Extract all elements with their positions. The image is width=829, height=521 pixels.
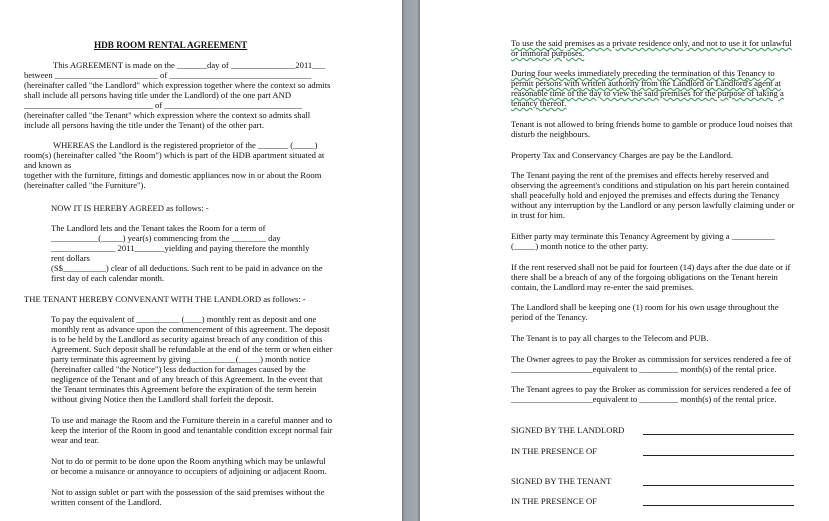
viewing-clause-line: reasonable time of the day to view the said premises for the purpose of taking a [511,88,784,98]
reentry-clause-line: there shall be a breach of any of the forgoing obligations on the Tenant herein [511,272,778,282]
landlord-signature-line [643,434,794,435]
deposit-clause-line: party terminate this agreement by giving __________(_____) month notice [51,354,311,364]
tenant-commission-line: ___________________equivalent to _________ month(s) of the rental price. [511,394,777,404]
use-clause-line: To use and manage the Room and the Furniture therein in a careful manner and to [51,415,333,425]
tenant-commission-line: The Tenant agrees to pay the Broker as commission for services rendered a fee of [511,384,791,394]
sublet-clause-line: Not to assign sublet or part with the possession of the said premises without the [51,487,325,497]
reentry-clause-line: If the rent reserved shall not be paid for fourteen (14) days after the due date or if [511,262,791,272]
tenant-signature-line [643,485,794,486]
termination-clause-line: Either party may terminate this Tenancy Agreement by giving a __________ [511,231,775,241]
term-clause-line: rent dollars [51,253,90,263]
quiet-enjoyment-line: without any interruption by the Landlord or any person lawfully claiming under or [511,200,795,210]
property-tax-clause: Property Tax and Conservancy Charges are pay be the Landlord. [511,150,733,160]
page-gutter [402,0,420,521]
nuisance-clause-line: Not to do or permit to be done upon the Room anything which may be unlawful [51,456,326,466]
term-clause-line: first day of each calendar month. [51,273,165,283]
agreement-date-line: This AGREEMENT is made on the _______day of _______________2011___ [53,60,326,70]
term-clause-line: (S$__________) clear of all deductions. Such rent to be paid in advance on the [51,263,323,273]
deposit-clause-line: the Tenant terminates this Agreement before the expiration of the term herein [51,384,317,394]
reentry-clause-line: contain, the Landlord may re-enter the said premises. [511,282,695,292]
between-line: between ________________________ of _________________________________ [24,70,312,80]
landlord-definition-line: shall include all persons having title under the Landlord) of the one part AND [24,90,292,100]
quiet-enjoyment-line: shall peacefully hold and enjoyed the premises and effects during the Tenancy [511,190,780,200]
signed-by-landlord-label: SIGNED BY THE LANDLORD [511,425,625,435]
deposit-clause-line: is to be held by the Landlord as security against breach of any condition of this [51,334,323,344]
charges-clause: The Tenant is to pay all charges to the Telecom and PUB. [511,333,709,343]
tenant-convenant-heading: THE TENANT HEREBY CONVENANT WITH THE LANDLORD as follows: - [24,294,306,304]
landlord-room-clause-line: period of the Tenancy. [511,312,588,322]
noise-clause-line: Tenant is not allowed to bring friends home to gamble or produce loud noises that [511,119,793,129]
whereas-line: (hereinafter called "the Furniture"). [24,180,146,190]
document-page-left [0,0,402,521]
quiet-enjoyment-line: in trust for him. [511,210,565,220]
agreed-heading: NOW IT IS HEREBY AGREED as follows: - [51,203,209,213]
owner-commission-line: ___________________equivalent to _________ month(s) of the rental price. [511,364,777,374]
nuisance-clause-line: or become a nuisance or annoyance to occupiers of adjoining or adjacent Room. [51,466,327,476]
document-page-right [420,0,829,521]
deposit-clause-line: negligence of the Tenant and of any breach of this Agreement. In the event that [51,374,323,384]
viewing-clause-line: tenancy thereof. [511,98,567,108]
termination-clause-line: (_____) month notice to the other party. [511,241,649,251]
owner-commission-line: The Owner agrees to pay the Broker as commission for services rendered a fee of [511,354,792,364]
whereas-line: and known as [24,160,72,170]
sublet-clause-line: written consent of the Landlord. [51,497,162,507]
tenant-definition-line: (hereinafter called "the Tenant" which expression where the context so admits shall [24,110,311,120]
use-clause-line: wear and tear. [51,435,99,445]
landlord-definition-line: (hereinafter called "the Landlord" which expression together where the context so admits [24,80,331,90]
residence-clause-line: or immoral purposes. [511,48,585,58]
tenant-witness-line [643,505,794,506]
tenant-name-line: ______________________________ of ________________________________ [24,100,302,110]
deposit-clause-line: monthly rent as advance upon the commencement of this agreement. The deposit [51,324,330,334]
quiet-enjoyment-line: observing the agreement's conditions and stipulation on his part herein contained [511,180,789,190]
whereas-line: room(s) (hereinafter called "the Room") which is part of the HDB apartment situated at [24,150,325,160]
whereas-line: together with the furniture, fittings and domestic appliances now in or about the Room [24,170,322,180]
use-clause-line: keep the interior of the Room in good and tenantable condition except normal fair [51,425,333,435]
tenant-witness-label: IN THE PRESENCE OF [511,496,598,506]
term-clause-line: ___________(_____) year(s) commencing from the ________ day [51,233,281,243]
deposit-clause-line: Agreement. Such deposit shall be refundable at the end of the term or when either [51,344,333,354]
deposit-clause-line: (hereinafter called "the Notice") less deduction for damages caused by the [51,364,306,374]
signed-by-tenant-label: SIGNED BY THE TENANT [511,476,612,486]
residence-clause-line: To use the said premises as a private residence only, and not to use it for unlawful [511,38,792,48]
landlord-room-clause-line: The Landlord shall be keeping one (1) room for his own usage throughout the [511,302,779,312]
noise-clause-line: disturb the neighbours. [511,129,591,139]
tenant-definition-line: include all persons having the title under the Tenant) of the other part. [24,120,265,130]
term-clause-line: _______________ 2011_______yielding and paying therefore the monthly [51,243,310,253]
whereas-line: WHEREAS the Landlord is the registered proprietor of the _______ (_____) [53,140,318,150]
viewing-clause-line: During four weeks immediately preceding the termination of this Tenancy to [511,68,775,78]
term-clause-line: The Landlord lets and the Tenant takes the Room for a term of [51,223,266,233]
landlord-witness-line [643,455,794,456]
viewing-clause-line: permit persons with written authority from the Landlord or Landlord's agent at [511,78,782,88]
deposit-clause-line: To pay the equivalent of __________ (____) monthly rent as deposit and one [51,314,317,324]
landlord-witness-label: IN THE PRESENCE OF [511,446,598,456]
quiet-enjoyment-line: The Tenant paying the rent of the premises and effects hereby reserved and [511,170,769,180]
deposit-clause-line: without giving Notice then the Landlord shall forfeit the deposit. [51,394,274,404]
document-title: HDB ROOM RENTAL AGREEMENT [94,40,248,50]
